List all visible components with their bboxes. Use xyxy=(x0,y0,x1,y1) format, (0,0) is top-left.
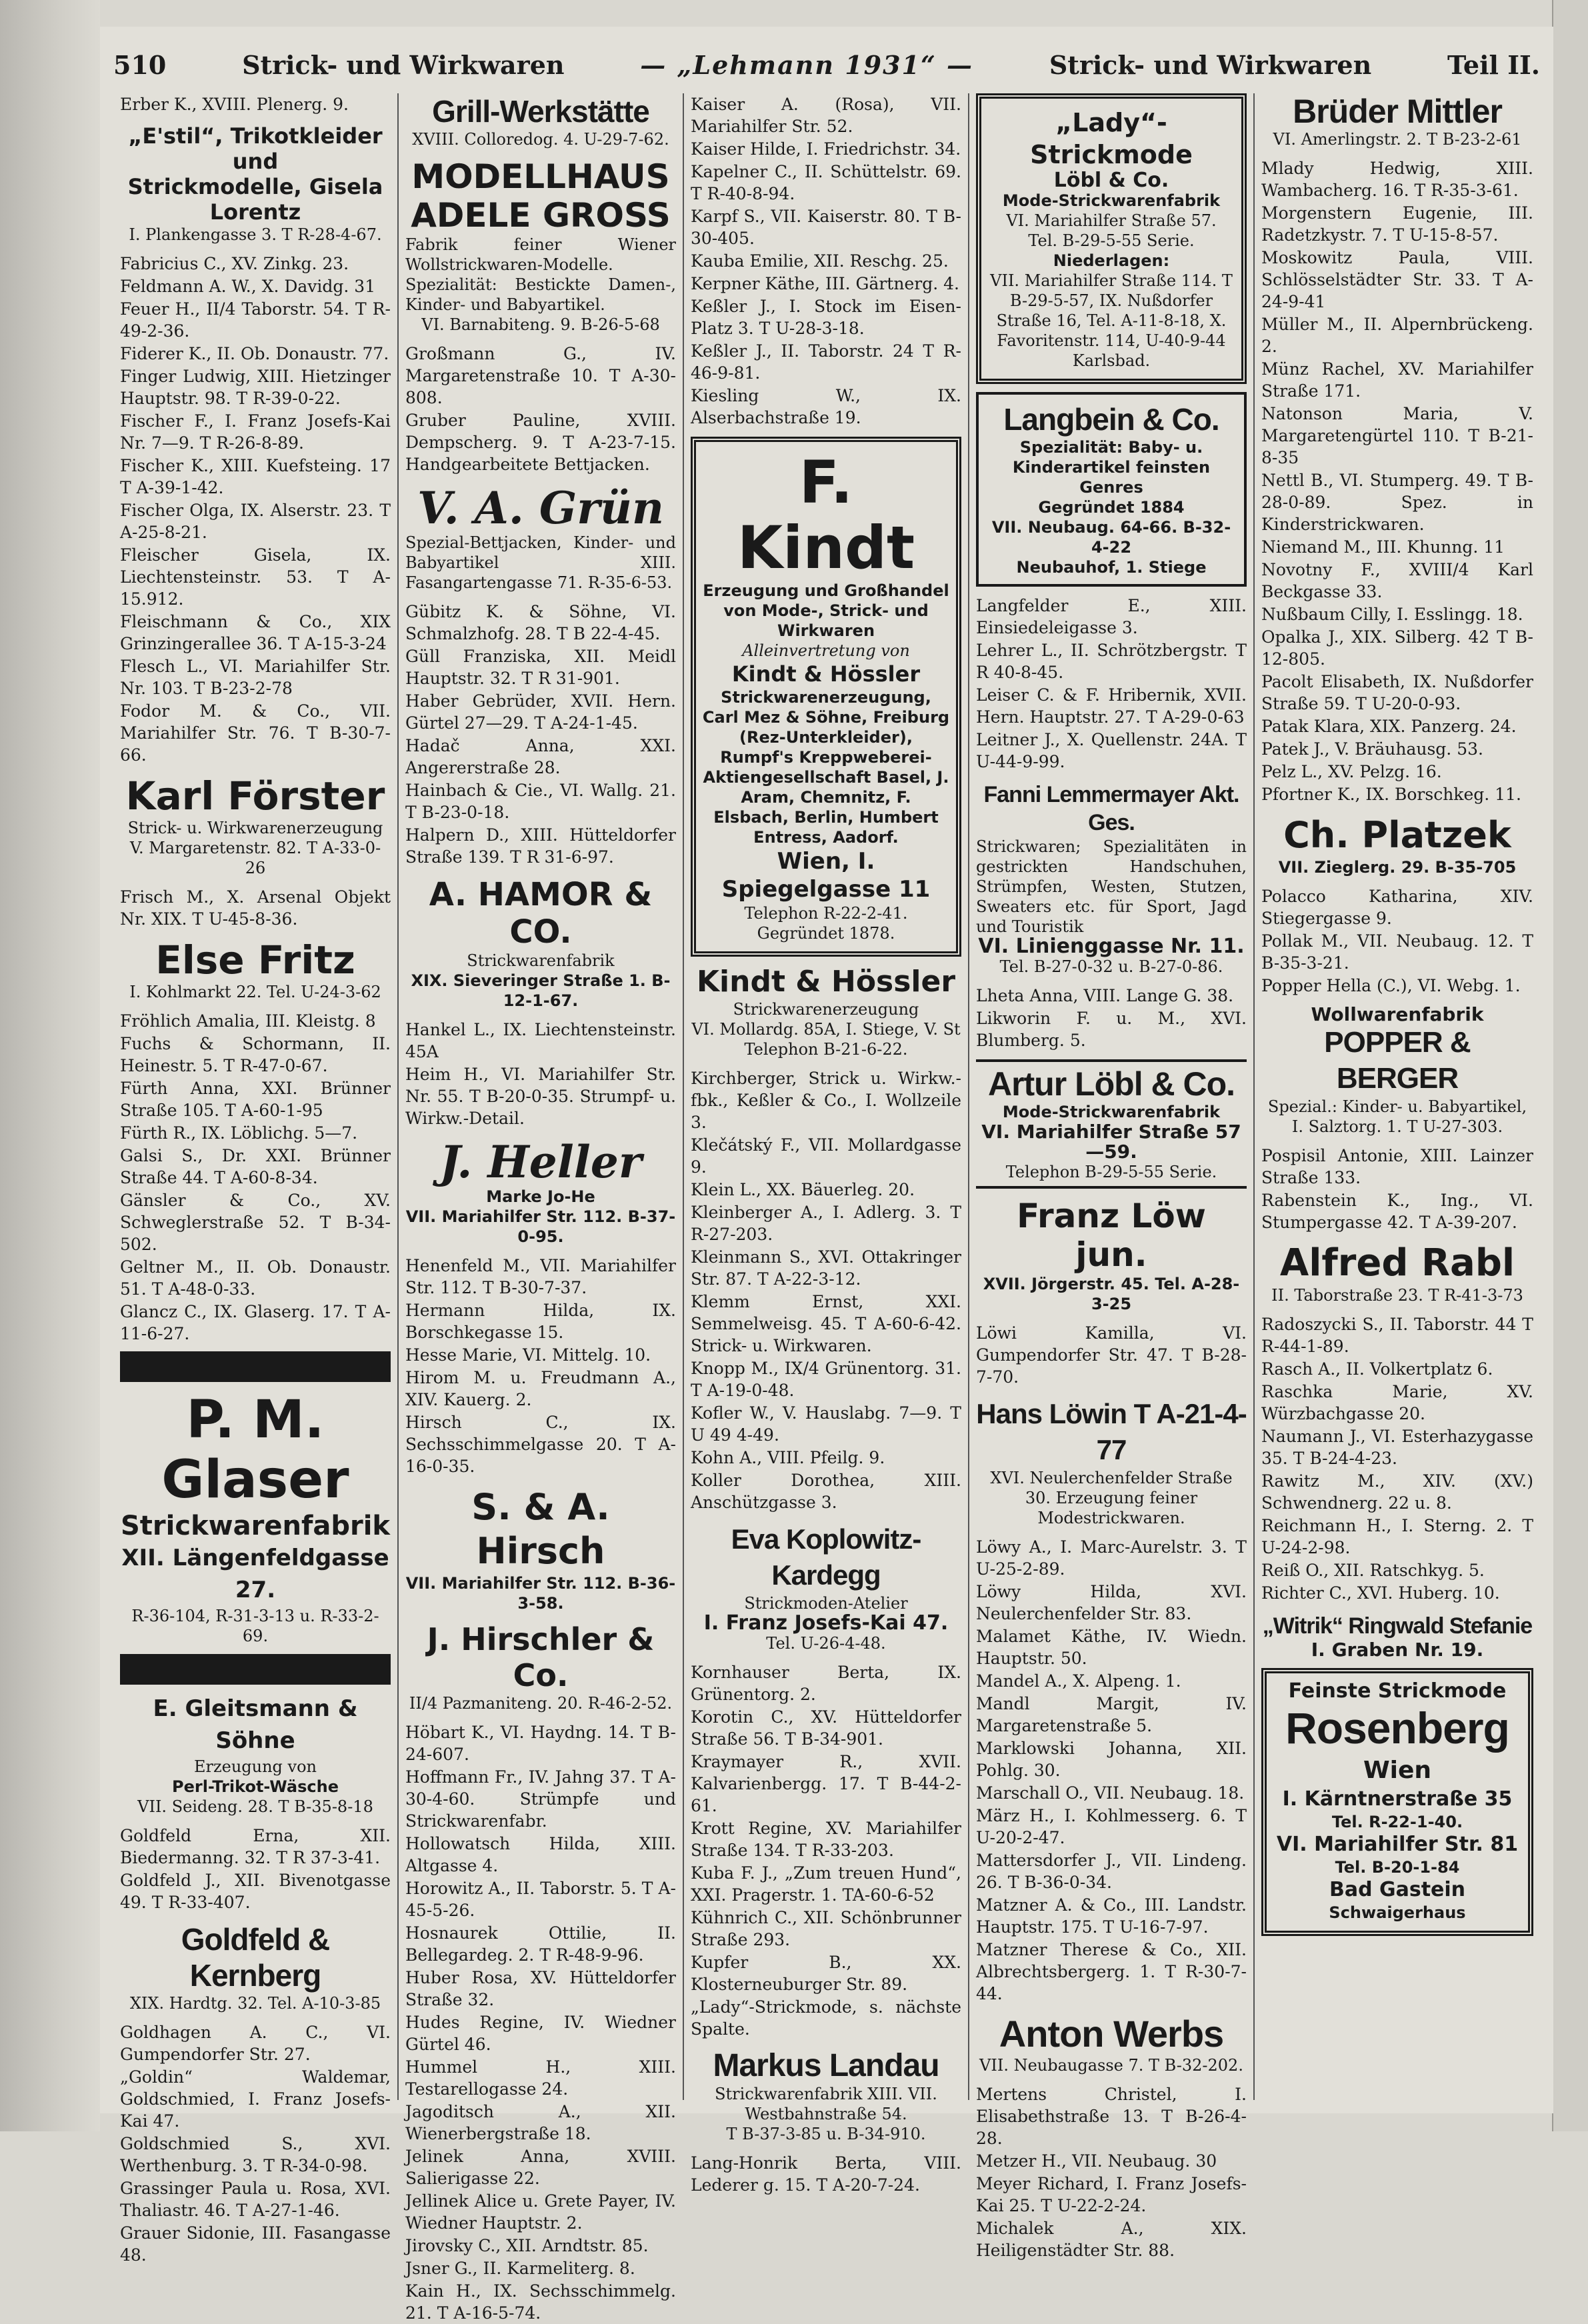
list-item: Kupfer B., XX. Klosterneuburger Str. 89. xyxy=(691,1953,961,1994)
list-item: Erber K., XVIII. Plenerg. 9. xyxy=(120,95,349,114)
list-item: Pelz L., XV. Pelzg. 16. xyxy=(1261,762,1442,781)
list-item: Patak Klara, XIX. Panzerg. 24. xyxy=(1261,717,1517,736)
ad-subtitle: Strickwarenfabrik xyxy=(120,1511,391,1541)
list-item: Halpern D., XIII. Hütteldorfer Straße 139. T R 31-6-97. xyxy=(405,825,676,867)
list-item: Raschka Marie, XV. Würzbachgasse 20. xyxy=(1261,1382,1533,1423)
list-item: Leiser C. & F. Hribernik, XVII. Hern. Hauptstr. 27. T A-29-0-63 xyxy=(976,685,1247,727)
ad-title: Alfred Rabl xyxy=(1279,1241,1515,1285)
list-item: Klein L., XX. Bäuerleg. 20. xyxy=(691,1180,915,1199)
ad-address: XII. Längenfeldgasse 27. xyxy=(121,1545,389,1603)
list-item: Goldfeld J., XII. Bivenotgasse 49. T R-33-407. xyxy=(120,1871,391,1912)
ad-lady xyxy=(976,93,1247,384)
ad-title: „Witrik“ Ringwald Stefanie xyxy=(1262,1613,1533,1639)
ad-forster xyxy=(120,774,391,878)
list-item: Grassinger Paula u. Rosa, XVI. Thaliastr. 46. T A-27-1-46. xyxy=(120,2179,391,2220)
ad-phone: Tel. B-29-5-55 Serie. xyxy=(1028,231,1195,250)
ad-address-2: VI. Mariahilfer Str. 81 xyxy=(1276,1833,1519,1856)
ad-hamor xyxy=(405,876,676,1011)
ad-gleitsmann xyxy=(120,1693,391,1817)
column-1 xyxy=(113,93,399,2265)
list-item: Galsi S., Dr. XXI. Brünner Straße 44. T A-60-8-34. xyxy=(120,1146,391,1187)
ad-phone: Telephon B-21-6-22. xyxy=(744,1040,908,1059)
list-item: Jagoditsch A., XII. Wienerbergstraße 18. xyxy=(405,2102,676,2143)
ad-title: Hans Löwin T A-21-4-77 xyxy=(976,1398,1247,1465)
header-center-title: — „Lehmann 1931“ — xyxy=(640,49,974,80)
list-item: Mattersdorfer J., VII. Lindeng. 26. T B-36-0-34. xyxy=(976,1851,1247,1892)
list-item: Michalek A., XIX. Heiligenstädter Str. 88. xyxy=(976,2219,1247,2260)
ad-address: I. Franz Josefs-Kai 47. xyxy=(703,1611,949,1635)
column-4 xyxy=(969,93,1255,2260)
header-left-title: Strick- und Wirkwaren xyxy=(242,49,565,80)
ad-address: I. Kärntnerstraße 35 xyxy=(1282,1787,1513,1811)
list-item: Kiesling W., IX. Alserbachstraße 19. xyxy=(691,386,961,427)
list-item: Kain H., IX. Sechsschimmelg. 21. T A-16-5-74. xyxy=(405,2281,676,2323)
list-item: Münz Rachel, XV. Mariahilfer Straße 171. xyxy=(1261,359,1533,401)
ad-phone: Telephon B-29-5-55 Serie. xyxy=(1005,1163,1217,1181)
ad-rosenberg xyxy=(1261,1668,1533,1936)
list-item: Naumann J., VI. Esterhazygasse 35. T B-24-4-23. xyxy=(1261,1427,1533,1468)
ad-address: XIX. Sieveringer Straße 1. B-12-1-67. xyxy=(411,971,671,1010)
ad-title: Anton Werbs xyxy=(999,2013,1224,2055)
ad-title: Kindt & Hössler xyxy=(696,965,956,999)
list-item: Korotin C., XV. Hütteldorfer Straße 56. T B-34-901. xyxy=(691,1707,961,1749)
list-item: Nußbaum Cilly, I. Esslingg. 18. xyxy=(1261,605,1523,624)
ad-address: VII. Mariahilfer Str. 112. B-36-3-58. xyxy=(405,1574,676,1613)
list-item: Patek J., V. Bräuhausg. 53. xyxy=(1261,739,1483,759)
list-item: Hosnaurek Ottilie, II. Bellegardeg. 2. T R-48-9-96. xyxy=(405,1923,676,1965)
ad-title: Franz Löw jun. xyxy=(1017,1197,1206,1274)
decorative-bar xyxy=(120,1351,391,1382)
page-number: 510 xyxy=(113,49,167,80)
list-item: Natonson Maria, V. Margaretengürtel 110. T B-21-8-35 xyxy=(1261,404,1533,467)
list-item: Fürth Anna, XXI. Brünner Straße 105. T A-60-1-95 xyxy=(120,1079,391,1120)
ad-subtitle: ADELE GROSS xyxy=(411,196,671,235)
ad-title: A. HAMOR & CO. xyxy=(429,876,653,951)
list-item: Fischer F., I. Franz Josefs-Kai Nr. 7—9. T R-26-8-89. xyxy=(120,411,391,453)
page-edge xyxy=(1552,0,1588,2131)
ad-description: Strickwarenerzeugung, Carl Mez & Söhne, Freiburg (Rez-Unterkleider), Rumpf's Kreppweberei-Aktiengesellschaft Basel, J. Aram, Chemnitz, F. Elsbach, Berlin, Humbert Entress, Aadorf. xyxy=(702,688,950,847)
ad-mittler xyxy=(1261,93,1533,149)
list-item: Kauba Emilie, XII. Reschg. 25. xyxy=(691,251,949,271)
ad-address: II/4 Pazmaniteng. 20. R-46-2-52. xyxy=(409,1694,673,1713)
ad-brand: Marke Jo-He xyxy=(486,1187,595,1206)
list-item: Heim H., VI. Mariahilfer Str. Nr. 55. T B-20-0-35. Strumpf- u. Wirkw.-Detail. xyxy=(405,1065,676,1128)
ad-lowin xyxy=(976,1396,1247,1528)
ad-phone-2: Tel. B-20-1-84 xyxy=(1335,1858,1460,1877)
ad-founded: Gegründet 1878. xyxy=(757,924,895,943)
ad-kindt-hossler xyxy=(691,965,961,1059)
ad-address: XIX. Hardtg. 32. Tel. A-10-3-85 xyxy=(129,1994,381,2013)
list-item: Huber Rosa, XV. Hütteldorfer Straße 32. xyxy=(405,1968,676,2009)
list-item: Lang-Honrik Berta, VIII. Lederer g. 15. T A-20-7-24. xyxy=(691,2153,961,2195)
list-item: Mandel A., X. Alpeng. 1. xyxy=(976,1671,1181,1691)
ad-address: XVIII. Colloredog. 4. U-29-7-62. xyxy=(412,130,669,149)
ad-subtitle: Spezialität: Baby- u. Kinderartikel feinsten Genres xyxy=(1012,438,1211,497)
columns xyxy=(113,93,1540,2323)
list-item: Klemm Ernst, XXI. Semmelweisg. 45. T A-60-6-42. Strick- u. Wirkwaren. xyxy=(691,1292,961,1355)
list-item: Henenfeld M., VII. Mariahilfer Str. 112. T B-30-7-37. xyxy=(405,1256,676,1297)
column-5 xyxy=(1255,93,1540,2100)
list-item: Löwy A., I. Marc-Aurelstr. 3. T U-25-2-89. xyxy=(976,1537,1247,1579)
ad-subtitle: Strickwarenerzeugung xyxy=(733,1000,919,1019)
ad-estil xyxy=(120,123,391,245)
ad-phone: Telephon R-22-2-41. xyxy=(744,904,908,923)
list-item: Kühnrich C., XII. Schönbrunner Straße 293. xyxy=(691,1908,961,1949)
list-item: Kornhauser Berta, IX. Grünentorg. 2. xyxy=(691,1663,961,1704)
list-item: Grauer Sidonie, III. Fasangasse 48. xyxy=(120,2223,391,2265)
list-item: Mlady Hedwig, XIII. Wambacherg. 16. T R-35-3-61. xyxy=(1261,159,1533,200)
ad-branch: Bad Gastein xyxy=(1329,1878,1466,1901)
ad-address: XVI. Neulerchenfelder Straße 30. Erzeugung feiner Modestrickwaren. xyxy=(990,1469,1233,1527)
list-item: Reiß O., XII. Ratschkyg. 5. xyxy=(1261,1561,1485,1580)
ad-heller xyxy=(405,1137,676,1247)
list-item: Großmann G., IV. Margaretenstraße 10. T A-30-808. xyxy=(405,344,676,407)
list-item: Glancz C., IX. Glaserg. 17. T A-11-6-27. xyxy=(120,1302,391,1343)
ad-title: Fanni Lemmermayer Akt. Ges. xyxy=(983,782,1239,835)
ad-title: S. & A. Hirsch xyxy=(471,1486,610,1572)
ad-description: Spezial-Bettjacken, Kinder- und Babyartikel XIII. Fasangartengasse 71. R-35-6-53. xyxy=(405,533,676,592)
ad-company: Löbl & Co. xyxy=(1053,169,1169,192)
list-item: Fischer Olga, IX. Alserstr. 23. T A-25-8-21. xyxy=(120,501,391,542)
list-item: Malamet Käthe, IV. Wiedn. Hauptstr. 50. xyxy=(976,1627,1247,1668)
ad-hirschler xyxy=(405,1621,676,1713)
list-item: Rawitz M., XIV. (XV.) Schwendnerg. 22 u. 8. xyxy=(1261,1471,1533,1513)
ad-lemmermayer xyxy=(976,781,1247,977)
list-item: Leitner J., X. Quellenstr. 24A. T U-44-9-99. xyxy=(976,730,1247,771)
list-item: Kofler W., V. Hauslabg. 7—9. T U 49 4-49. xyxy=(691,1403,961,1445)
ad-gross xyxy=(405,157,676,335)
list-item: Fröhlich Amalia, III. Kleistg. 8 xyxy=(120,1011,376,1031)
list-item: Reichmann H., I. Sterng. 2. T U-24-2-98. xyxy=(1261,1516,1533,1557)
list-item: Flesch L., VI. Mariahilfer Str. Nr. 103. T B-23-2-78 xyxy=(120,657,391,698)
ad-product: Perl-Trikot-Wäsche xyxy=(171,1777,339,1796)
list-item: Goldhagen A. C., VI. Gumpendorfer Str. 27. xyxy=(120,2023,391,2064)
list-item: Popper Hella (C.), VI. Webg. 1. xyxy=(1261,976,1521,995)
list-item: Fleischmann & Co., XIX Grinzingerallee 36. T A-15-3-24 xyxy=(120,612,391,653)
ad-phone: T B-37-3-85 u. B-34-910. xyxy=(726,2125,926,2143)
ad-address: I. Graben Nr. 19. xyxy=(1311,1639,1484,1661)
ad-subtitle: Erzeugung von xyxy=(193,1757,317,1776)
ad-branch-address: Schwaigerhaus xyxy=(1329,1903,1466,1922)
ad-address: VI. Mariahilfer Straße 57. xyxy=(1006,211,1217,230)
list-item: Finger Ludwig, XIII. Hietzinger Hauptstr. 98. T R-39-0-22. xyxy=(120,367,391,408)
ad-title: „Lady“-Strickmode xyxy=(1030,108,1193,169)
list-item: Jirovsky C., XII. Arndtstr. 85. xyxy=(405,2236,649,2255)
ad-address: V. Margaretenstr. 82. T A-33-0-26 xyxy=(129,839,381,877)
ad-address: XVII. Jörgerstr. 45. Tel. A-28-3-25 xyxy=(983,1275,1240,1313)
list-item: Kleinmann S., XVI. Ottakringer Str. 87. T A-22-3-12. xyxy=(691,1247,961,1289)
list-item: Langfelder E., XIII. Einsiedeleigasse 3. xyxy=(976,596,1247,637)
list-item: Morgenstern Eugenie, III. Radetzkystr. 7. T U-15-8-57. xyxy=(1261,203,1533,245)
ad-title: Markus Landau xyxy=(713,2048,939,2083)
ad-subtitle: Mode-Strickwarenfabrik xyxy=(1002,191,1221,210)
ad-title: Brüder Mittler xyxy=(1293,93,1502,130)
list-item: Fiderer K., II. Ob. Donaustr. 77. xyxy=(120,344,389,363)
ad-title: J. Hirschler & Co. xyxy=(427,1621,655,1693)
ad-address: VII. Neubaugasse 7. T B-32-202. xyxy=(979,2056,1243,2075)
ad-title: V. A. Grün xyxy=(417,482,664,534)
ad-title: POPPER & BERGER xyxy=(1324,1026,1471,1095)
ad-phone: Tel. R-22-1-40. xyxy=(1331,1813,1463,1831)
ad-address: VII. Zieglerg. 29. B-35-705 xyxy=(1278,858,1517,877)
ad-address: I. Kohlmarkt 22. Tel. U-24-3-62 xyxy=(129,983,381,1001)
list-item: Feuer H., II/4 Taborstr. 54. T R-49-2-36. xyxy=(120,299,391,341)
list-item: März H., I. Kohlmesserg. 6. T U-20-2-47. xyxy=(976,1806,1247,1847)
list-item: Meyer Richard, I. Franz Josefs-Kai 25. T U-22-2-24. xyxy=(976,2174,1247,2215)
ad-address: VII. Neubaug. 64-66. B-32-4-22 xyxy=(991,518,1231,557)
ad-founded: Gegründet 1884 xyxy=(1038,498,1185,517)
list-item: Jelinek Anna, XVIII. Salierigasse 22. xyxy=(405,2147,676,2188)
ad-landau xyxy=(691,2048,961,2144)
ad-title: Karl Förster xyxy=(125,773,385,819)
ad-title: Rosenberg xyxy=(1285,1703,1509,1753)
ad-hirsch xyxy=(405,1485,676,1613)
list-item: Hainbach & Cie., VI. Wallg. 21. T B-23-0-18. xyxy=(405,781,676,822)
list-item: Lheta Anna, VIII. Lange G. 38. xyxy=(976,986,1234,1005)
ad-branches: VII. Mariahilfer Straße 114. T B-29-5-57, IX. Nußdorfer Straße 16, Tel. A-11-8-18, X. Favoritenstr. 114, U-40-9-44 Karlsbad. xyxy=(990,271,1233,370)
ad-label: Wollwarenfabrik xyxy=(1311,1003,1484,1025)
list-item: Gübitz K. & Söhne, VI. Schmalzhofg. 28. T B 22-4-45. xyxy=(405,602,676,643)
list-item: Novotny F., XVIII/4 Karl Beckgasse 33. xyxy=(1261,560,1533,601)
list-item: Hollowatsch Hilda, XIII. Altgasse 4. xyxy=(405,1834,676,1875)
list-item: „Lady“-Strickmode, s. nächste Spalte. xyxy=(691,1997,961,2039)
list-item: Pollak M., VII. Neubaug. 12. T B-35-3-21. xyxy=(1261,931,1533,973)
list-item: Richter C., XVI. Huberg. 10. xyxy=(1261,1583,1500,1603)
ad-subtitle: Strick- u. Wirkwarenerzeugung xyxy=(127,819,383,837)
list-item: Hoffmann Fr., IV. Jahng 37. T A-30-4-60. Strümpfe und Strickwarenfabr. xyxy=(405,1767,676,1831)
list-item: Frisch M., X. Arsenal Objekt Nr. XIX. T U-45-8-36. xyxy=(120,887,391,929)
list-item: Lehrer L., II. Schrötzbergstr. T R 40-8-45. xyxy=(976,641,1247,682)
column-3 xyxy=(684,93,969,2195)
ad-title: „E'stil“, Trikotkleider und xyxy=(128,123,383,174)
ad-title: Eva Koplowitz-Kardegg xyxy=(731,1523,921,1591)
ad-grun xyxy=(405,483,676,593)
list-item: Kapelner C., II. Schüttelstr. 69. T R-40-8-94. xyxy=(691,162,961,203)
list-item: Polacco Katharina, XIV. Stiegergasse 9. xyxy=(1261,887,1533,928)
list-item: Jsner G., II. Karmeliterg. 8. xyxy=(405,2259,635,2278)
ad-popper xyxy=(1261,1005,1533,1137)
ad-title: MODELLHAUS xyxy=(411,157,670,196)
list-item: Geltner M., II. Ob. Donaustr. 51. T A-48-0-33. xyxy=(120,1257,391,1299)
ad-subtitle: Strickwarenfabrik xyxy=(467,951,615,970)
book-binding xyxy=(0,0,100,2131)
list-item: Pacolt Elisabeth, IX. Nußdorfer Straße 59. T U-20-0-93. xyxy=(1261,672,1533,713)
list-item: Klečátský F., VII. Mollardgasse 9. xyxy=(691,1135,961,1177)
ad-address: VII. Seideng. 28. T B-35-8-18 xyxy=(137,1797,373,1816)
list-item: Matzner A. & Co., III. Landstr. Hauptstr. 175. T U-16-7-97. xyxy=(976,1895,1247,1937)
ad-phone: Tel. U-26-4-48. xyxy=(766,1634,886,1653)
ad-phone: R-36-104, R-31-3-13 u. R-33-2-69. xyxy=(131,1607,379,1645)
list-item: Opalka J., XIX. Silberg. 42 T B-12-805. xyxy=(1261,627,1533,669)
list-item: Gruber Pauline, XVIII. Dempscherg. 9. T A-23-7-15. Handgearbeitete Bettjacken. xyxy=(405,411,676,474)
list-item: Kuba F. J., „Zum treuen Hund“, XXI. Pragerstr. 1. TA-60-6-52 xyxy=(691,1863,961,1905)
ad-address: VI. Mariahilfer Straße 57—59. xyxy=(981,1121,1241,1163)
ad-address: VI. Amerlingstr. 2. T B-23-2-61 xyxy=(1273,130,1522,149)
list-item: Löwy Hilda, XVI. Neulerchenfelder Str. 83. xyxy=(976,1582,1247,1623)
list-item: Haber Gebrüder, XVII. Hern. Gürtel 27—29. T A-24-1-45. xyxy=(405,691,676,733)
ad-title: Langbein & Co. xyxy=(1003,402,1219,437)
ad-rabl xyxy=(1261,1241,1533,1305)
ad-witrik xyxy=(1261,1612,1533,1660)
list-item: Fabricius C., XV. Zinkg. 23. xyxy=(120,254,349,273)
ad-label: Alleinvertretung von xyxy=(742,641,910,660)
ad-title: Goldfeld & Kernberg xyxy=(181,1922,330,1993)
list-item: Moskowitz Paula, VIII. Schlösselstädter Str. 33. T A-24-9-41 xyxy=(1261,248,1533,311)
ad-langbein xyxy=(976,392,1247,587)
ad-fritz xyxy=(120,938,391,1002)
list-item: Kraymayer R., XVII. Kalvarienbergg. 17. T B-44-2-61. xyxy=(691,1752,961,1815)
list-item: Koller Dorothea, XIII. Anschützgasse 3. xyxy=(691,1471,961,1512)
ad-address: Wien, I. Spiegelgasse 11 xyxy=(721,848,931,903)
page-header xyxy=(113,41,1540,88)
list-item: Hirom M. u. Freudmann A., XIV. Kauerg. 2. xyxy=(405,1368,676,1409)
ad-branches-label: Niederlagen: xyxy=(1053,251,1170,270)
header-right-title: Strick- und Wirkwaren xyxy=(1049,49,1372,80)
ad-brand: Kindt & Hössler xyxy=(731,661,921,687)
ad-lobl xyxy=(976,1059,1247,1189)
list-item: Höbart K., VI. Haydng. 14. T B-24-607. xyxy=(405,1723,676,1764)
list-item: Keßler J., I. Stock im Eisen-Platz 3. T U-28-3-18. xyxy=(691,297,961,338)
ad-title: Grill-Werkstätte xyxy=(432,94,649,129)
ad-description: Strickwaren; Spezialitäten in gestrickten Handschuhen, Strümpfen, Westen, Stutzen, Sweaters etc. für Sport, Jagd und Touristik xyxy=(976,837,1247,936)
list-item: Karpf S., VII. Kaiserstr. 80. T B-30-405. xyxy=(691,207,961,248)
list-item: Rasch A., II. Volkertplatz 6. xyxy=(1261,1359,1493,1379)
list-item: Nettl B., VI. Stumperg. 49. T B-28-0-89. Spez. in Kinderstrickwaren. xyxy=(1261,471,1533,534)
list-item: Horowitz A., II. Taborstr. 5. T A-45-5-26. xyxy=(405,1879,676,1920)
list-item: Müller M., II. Alpernbrückeng. 2. xyxy=(1261,315,1533,356)
list-item: Krott Regine, XV. Mariahilfer Straße 134. T R-33-203. xyxy=(691,1819,961,1860)
ad-subtitle: Erzeugung und Großhandel von Mode-, Strick- und Wirkwaren xyxy=(703,581,949,640)
ad-description: Fabrik feiner Wiener Wollstrickwaren-Modelle. Spezialität: Bestickte Damen-, Kinder- und Babyartikel. xyxy=(405,235,676,314)
ad-title: J. Heller xyxy=(439,1136,642,1188)
ad-address: VI. Linienggasse Nr. 11. xyxy=(978,935,1245,958)
list-item: Mertens Christel, I. Elisabethstraße 13. T B-26-4-28. xyxy=(976,2085,1247,2148)
ad-title: Ch. Platzek xyxy=(1283,814,1511,856)
ad-address-2: Neubauhof, 1. Stiege xyxy=(1016,558,1207,577)
list-item: Knopp M., IX/4 Grünentorg. 31. T A-19-0-48. xyxy=(691,1359,961,1400)
list-item: Mandl Margit, IV. Margaretenstraße 5. xyxy=(976,1694,1247,1735)
list-item: Kleinberger A., I. Adlerg. 3. T R-27-203. xyxy=(691,1203,961,1244)
list-item: Kaiser A. (Rosa), VII. Mariahilfer Str. 52. xyxy=(691,95,961,136)
list-item: Fischer K., XIII. Kuefsteing. 17 T A-39-1-42. xyxy=(120,456,391,497)
ad-grill xyxy=(405,93,676,149)
ad-glaser xyxy=(120,1390,391,1646)
list-item: Goldschmied S., XVI. Werthenburg. 3. T R-34-0-98. xyxy=(120,2134,391,2175)
ad-address: VII. Mariahilfer Str. 112. B-37-0-95. xyxy=(405,1207,676,1246)
list-item: Matzner Therese & Co., XII. Albrechtsbergerg. 1. T R-30-7-44. xyxy=(976,1940,1247,2003)
list-item: Fleischer Gisela, IX. Liechtensteinstr. 53. T A-15.912. xyxy=(120,545,391,609)
list-item: Marschall O., VII. Neubaug. 18. xyxy=(976,1783,1245,1803)
list-item: Hummel H., XIII. Testarellogasse 24. xyxy=(405,2057,676,2099)
ad-subtitle: Strickwarenfabrik XIII. VII. Westbahnstraße 54. xyxy=(715,2085,937,2123)
ad-title: F. Kindt xyxy=(737,448,915,582)
ad-subtitle: Mode-Strickwarenfabrik xyxy=(1002,1103,1221,1121)
ad-subtitle: Strickmodelle, Gisela Lorentz xyxy=(127,174,383,225)
list-item: Rabenstein K., Ing., VI. Stumpergasse 42. T A-39-207. xyxy=(1261,1191,1533,1232)
ad-kindt xyxy=(691,437,961,957)
list-item: Hadač Anna, XXI. Angererstraße 28. xyxy=(405,736,676,777)
list-item: Gänsler & Co., XV. Schweglerstraße 52. T B-34-502. xyxy=(120,1191,391,1254)
ad-address: VI. Mollardg. 85A, I. Stiege, V. St xyxy=(691,1020,961,1039)
list-item: Radoszycki S., II. Taborstr. 44 T R-44-1-89. xyxy=(1261,1315,1533,1356)
ad-low xyxy=(976,1197,1247,1314)
list-item: Keßler J., II. Taborstr. 24 T R-46-9-81. xyxy=(691,341,961,383)
ad-title: Else Fritz xyxy=(155,937,355,983)
list-item: Kohn A., VIII. Pfeilg. 9. xyxy=(691,1448,885,1467)
column-2 xyxy=(399,93,684,2323)
list-item: Kaiser Hilde, I. Friedrichstr. 34. xyxy=(691,139,961,159)
list-item: Hudes Regine, IV. Wiedner Gürtel 46. xyxy=(405,2013,676,2054)
ad-platzek xyxy=(1261,813,1533,877)
ad-title: Artur Löbl & Co. xyxy=(987,1065,1235,1103)
header-part: Teil II. xyxy=(1447,49,1540,80)
ad-label: Feinste Strickmode xyxy=(1288,1679,1507,1703)
ad-koplowitz xyxy=(691,1521,961,1653)
list-item: Marklowski Johanna, XII. Pohlg. 30. xyxy=(976,1739,1247,1780)
list-item: Güll Franziska, XII. Meidl Hauptstr. 32. T R 31-901. xyxy=(405,647,676,688)
ad-phone: Tel. B-27-0-32 u. B-27-0-86. xyxy=(999,957,1223,976)
list-item: Jellinek Alice u. Grete Payer, IV. Wiedner Hauptstr. 2. xyxy=(405,2191,676,2233)
list-item: Pfortner K., IX. Borschkeg. 11. xyxy=(1261,785,1521,804)
directory-page xyxy=(100,27,1553,2323)
decorative-bar xyxy=(120,1654,391,1685)
list-item: Feldmann A. W., X. Davidg. 31 xyxy=(120,277,376,296)
ad-title: E. Gleitsmann & Söhne xyxy=(153,1695,358,1754)
list-item: Niemand M., III. Khunng. 11 xyxy=(1261,537,1505,557)
ad-werbs xyxy=(976,2013,1247,2075)
ad-address: I. Plankengasse 3. T R-28-4-67. xyxy=(129,225,382,244)
list-item: Goldfeld Erna, XII. Biedermanng. 32. T R 37-3-41. xyxy=(120,1826,391,1867)
ad-address: Spezial.: Kinder- u. Babyartikel, I. Salztorg. 1. T U-27-303. xyxy=(1267,1097,1527,1136)
list-item: Löwi Kamilla, VI. Gumpendorfer Str. 47. T B-28-7-70. xyxy=(976,1323,1247,1387)
list-item: Fürth R., IX. Löblichg. 5—7. xyxy=(120,1123,358,1143)
ad-title: P. M. Glaser xyxy=(161,1390,349,1510)
ad-city: Wien xyxy=(1363,1757,1432,1784)
list-item: Fuchs & Schormann, II. Heinestr. 5. T R-47-0-67. xyxy=(120,1034,391,1075)
ad-kernberg xyxy=(120,1921,391,2013)
list-item: Kirchberger, Strick u. Wirkw.-fbk., Keßler & Co., I. Wollzeile 3. xyxy=(691,1069,961,1132)
list-item: Hirsch C., IX. Sechsschimmelgasse 20. T A-16-0-35. xyxy=(405,1413,676,1476)
ad-address: VI. Barnabiteng. 9. B-26-5-68 xyxy=(421,315,660,334)
ad-address: II. Taborstraße 23. T R-41-3-73 xyxy=(1271,1286,1523,1305)
list-item: Kerpner Käthe, III. Gärtnerg. 4. xyxy=(691,274,959,293)
list-item: „Goldin“ Waldemar, Goldschmied, I. Franz Josefs-Kai 47. xyxy=(120,2067,391,2131)
list-item: Hesse Marie, VI. Mittelg. 10. xyxy=(405,1345,651,1365)
list-item: Hermann Hilda, IX. Borschkegasse 15. xyxy=(405,1301,676,1342)
list-item: Likworin F. u. M., XVI. Blumberg. 5. xyxy=(976,1009,1247,1050)
ad-subtitle: Strickmoden-Atelier xyxy=(744,1594,908,1613)
list-item: Metzer H., VII. Neubaug. 30 xyxy=(976,2151,1217,2171)
list-item: Hankel L., IX. Liechtensteinstr. 45A xyxy=(405,1020,676,1061)
list-item: Fodor M. & Co., VII. Mariahilfer Str. 76. T B-30-7-66. xyxy=(120,701,391,765)
list-item: Pospisil Antonie, XIII. Lainzer Straße 133. xyxy=(1261,1146,1533,1187)
